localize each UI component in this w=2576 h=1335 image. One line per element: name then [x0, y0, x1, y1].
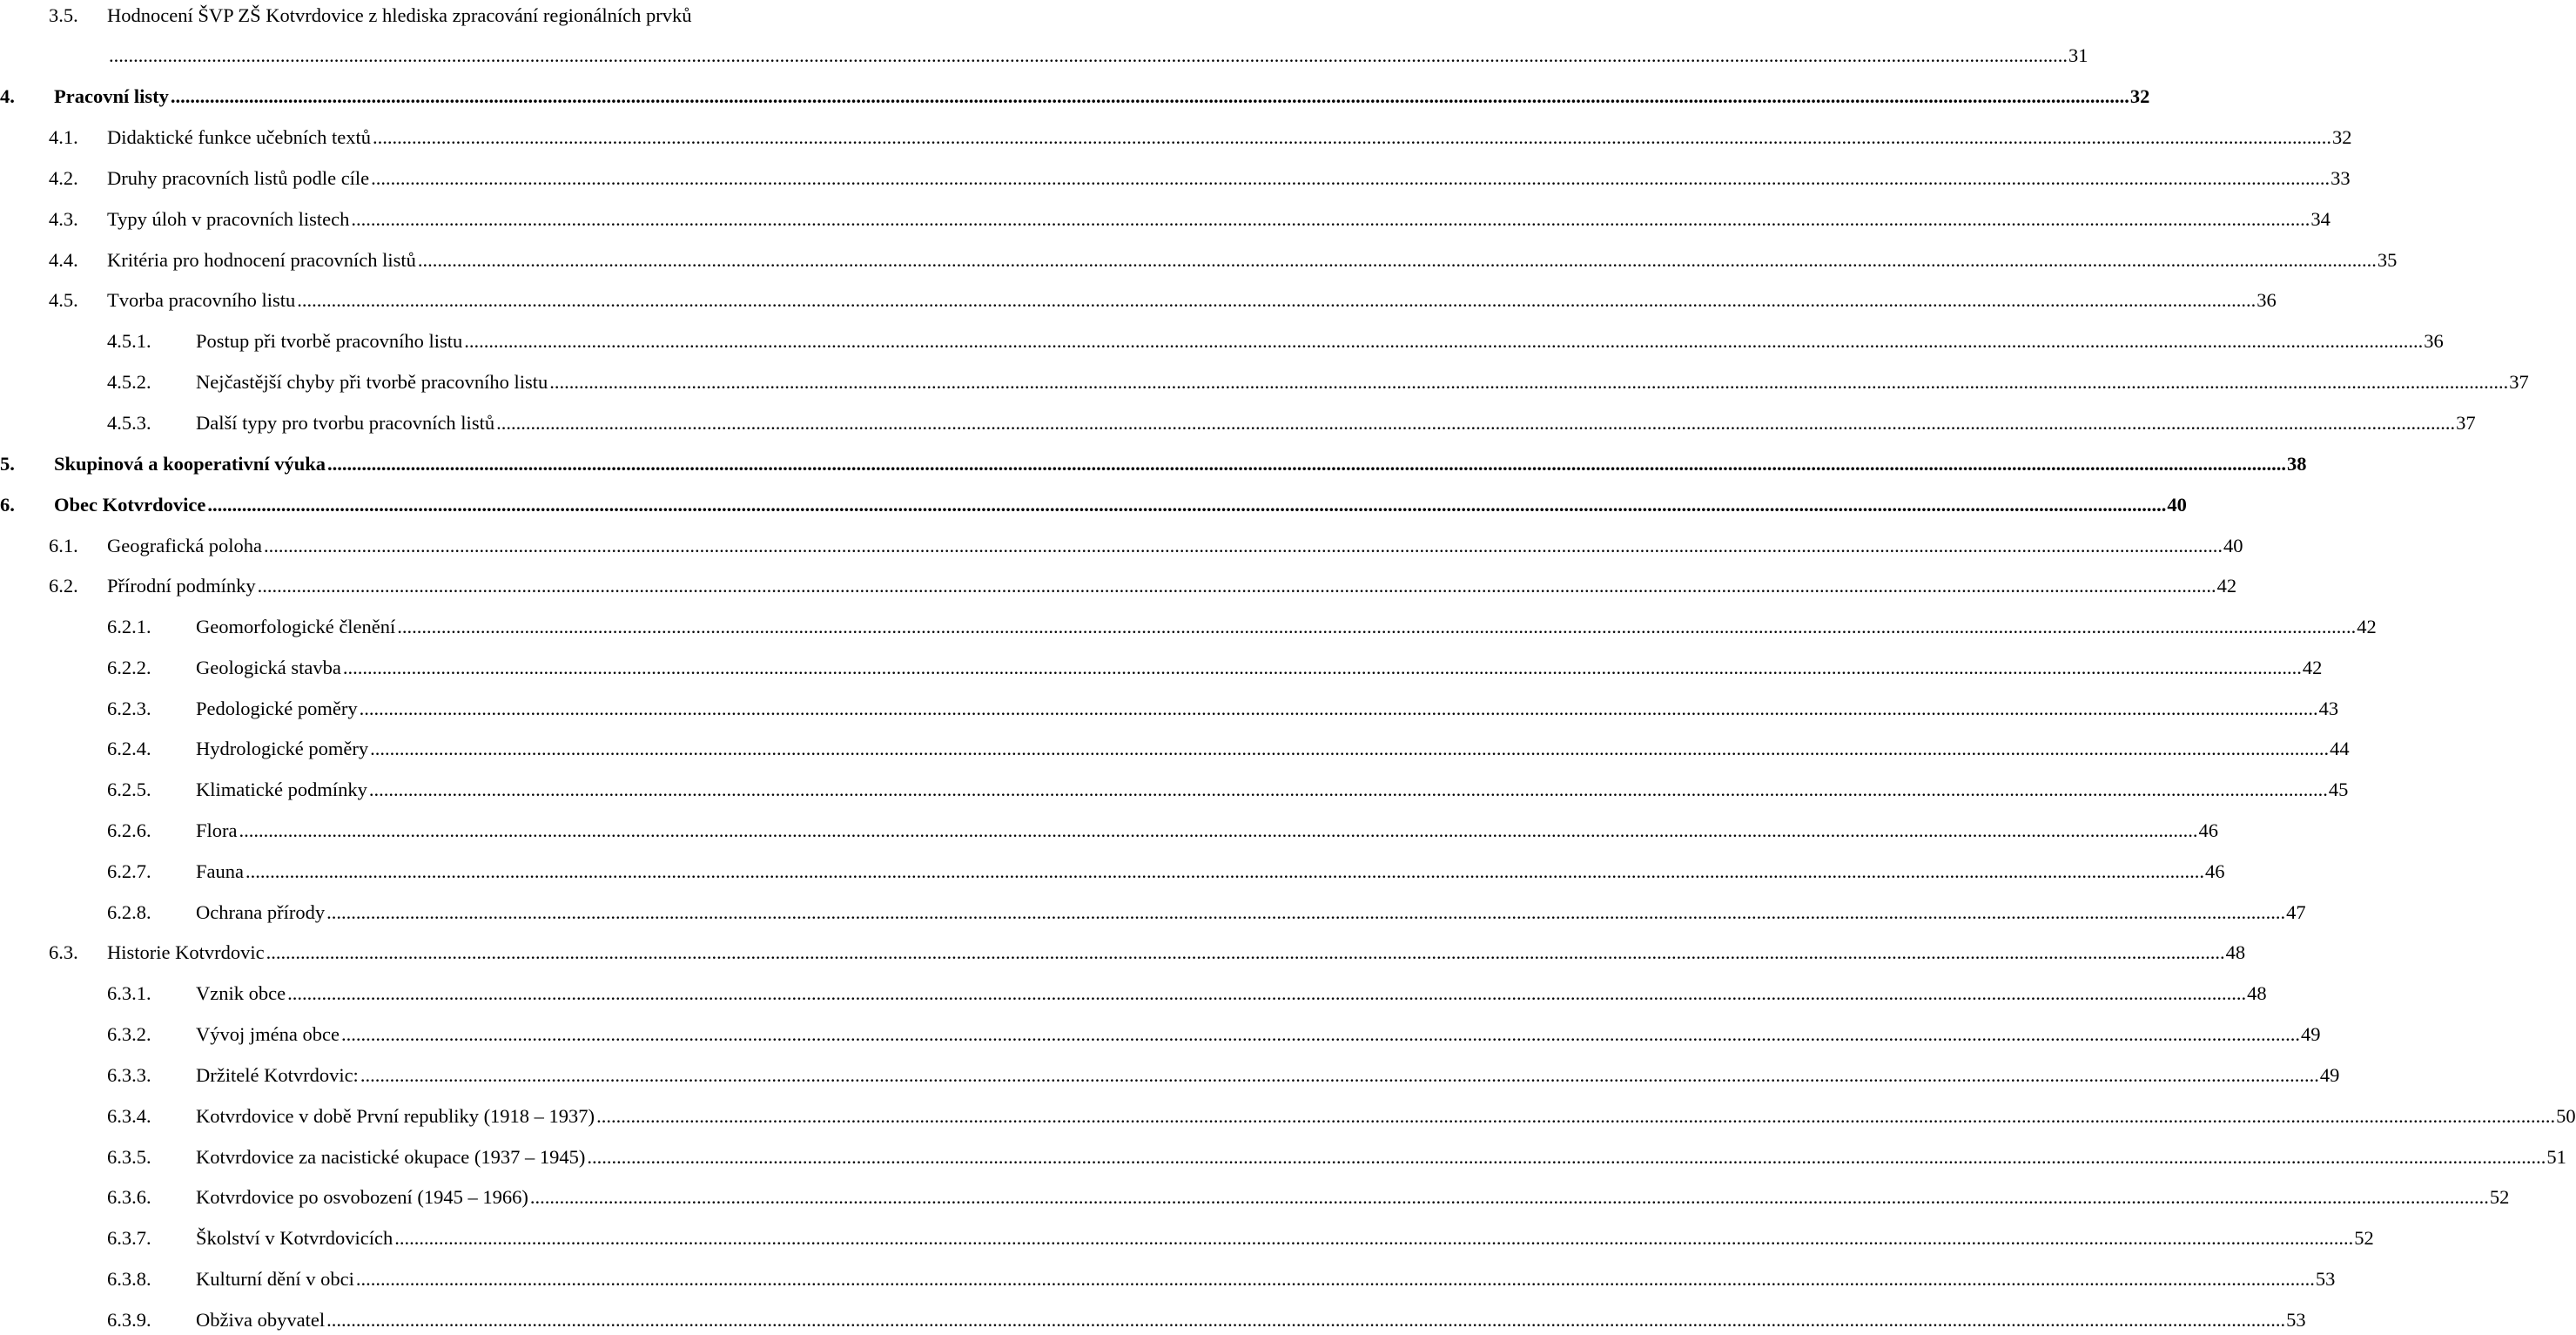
toc-entry-page-number: 53 [2285, 1305, 2306, 1335]
toc-entry-title: Hodnocení ŠVP ZŠ Kotvrdovice z hlediska zpracování regionálních prvků [107, 1, 694, 30]
dot-leader: ................................................................................................................................................................................................................................................................................................................................................................................................................ [326, 453, 2286, 475]
toc-entry-title: Ochrana přírody [196, 898, 326, 927]
dot-leader: ................................................................................................................................................................................................................................................................................................................................................................................................................ [264, 535, 2223, 556]
toc-entry-page-number: 37 [2455, 408, 2476, 438]
toc-entry-number: 6.2.7. [107, 860, 151, 882]
toc-entry-leader [196, 734, 2350, 764]
toc-entry-page-number: 48 [2246, 979, 2267, 1008]
toc-entry-page-number: 46 [2204, 857, 2225, 887]
dot-leader: ................................................................................................................................................................................................................................................................................................................................................................................................................ [549, 371, 2509, 393]
toc-entry-number: 6.3.7. [107, 1227, 151, 1249]
toc-entry-leader [196, 1224, 2374, 1253]
dot-leader: ................................................................................................................................................................................................................................................................................................................................................................................................................ [368, 779, 2328, 800]
toc-entry-title: Kritéria pro hodnocení pracovních listů [107, 246, 418, 275]
toc-entry-number: 4.3. [49, 208, 78, 230]
toc-entry-leader [107, 41, 2088, 71]
toc-entry-leader [196, 694, 2339, 724]
toc-entry[interactable] [0, 694, 2339, 724]
toc-entry[interactable] [0, 1305, 2306, 1335]
toc-entry-leader [196, 1305, 2306, 1335]
toc-entry-number: 6.2.3. [107, 698, 151, 719]
toc-entry[interactable] [0, 408, 2476, 438]
toc-entry[interactable] [0, 571, 2237, 601]
toc-entry-page-number: 35 [2377, 246, 2398, 275]
toc-entry-title: Pedologické poměry [196, 694, 360, 724]
toc-entry-title: Geologická stavba [196, 653, 343, 683]
dot-leader: ................................................................................................................................................................................................................................................................................................................................................................................................................ [397, 616, 2357, 637]
toc-entry-number: 4.5. [49, 289, 78, 311]
toc-entry-title: Kulturní dění v obci [196, 1264, 356, 1294]
dot-leader: ................................................................................................................................................................................................................................................................................................................................................................................................................ [297, 289, 2257, 311]
toc-entry-title: Přírodní podmínky [107, 571, 258, 601]
toc-entry-page-number: 47 [2285, 898, 2306, 927]
toc-entry-title: Školství v Kotvrdovicích [196, 1224, 394, 1253]
dot-leader: ................................................................................................................................................................................................................................................................................................................................................................................................................ [326, 1309, 2286, 1331]
toc-entry-title: Tvorba pracovního listu [107, 286, 297, 315]
toc-entry-number: 6. [0, 494, 15, 516]
toc-entry[interactable] [0, 123, 2352, 152]
dot-leader: ................................................................................................................................................................................................................................................................................................................................................................................................................ [464, 330, 2424, 352]
toc-entry-number: 4.2. [49, 167, 78, 189]
toc-entry-page-number: 45 [2328, 775, 2349, 805]
toc-entry-number: 6.3.8. [107, 1268, 151, 1290]
toc-entry-leader [196, 1020, 2321, 1049]
toc-entry-title: Vznik obce [196, 979, 287, 1008]
toc-entry-page-number: 50 [2555, 1102, 2576, 1131]
toc-entry-leader [54, 490, 2187, 520]
toc-entry-page-number: 51 [2546, 1143, 2566, 1172]
dot-leader: ................................................................................................................................................................................................................................................................................................................................................................................................................ [529, 1186, 2489, 1208]
dot-leader: ................................................................................................................................................................................................................................................................................................................................................................................................................ [496, 412, 2456, 434]
toc-entry-leader [196, 1183, 2510, 1212]
toc-entry-leader [107, 123, 2352, 152]
toc-entry-title: Hydrologické poměry [196, 734, 370, 764]
toc-entry-number: 6.2. [49, 575, 78, 597]
dot-leader: ................................................................................................................................................................................................................................................................................................................................................................................................................ [355, 1268, 2315, 1290]
toc-entry-leader [107, 571, 2237, 601]
toc-entry[interactable] [0, 898, 2306, 927]
toc-entry-page-number: 49 [2300, 1020, 2321, 1049]
toc-entry-page-number: 40 [2166, 490, 2187, 520]
toc-entry-page-number: 36 [2423, 327, 2444, 356]
toc-entry-leader [196, 327, 2444, 356]
toc-entry-title: Obživa obyvatel [196, 1305, 326, 1335]
toc-entry-number: 4. [0, 85, 15, 107]
toc-entry-leader [107, 246, 2398, 275]
toc-entry-leader [107, 164, 2351, 193]
toc-entry[interactable] [0, 82, 2150, 111]
toc-entry-leader [196, 653, 2323, 683]
toc-entry-number: 6.2.1. [107, 616, 151, 637]
toc-entry-number: 3.5. [49, 4, 78, 26]
toc-entry-number: 6.3.6. [107, 1186, 151, 1208]
toc-entry-page-number: 33 [2330, 164, 2351, 193]
toc-entry[interactable] [0, 205, 2331, 234]
dot-leader: ................................................................................................................................................................................................................................................................................................................................................................................................................ [245, 860, 2204, 882]
toc-entry-leader [196, 1143, 2566, 1172]
toc-entry-page-number: 52 [2353, 1224, 2374, 1253]
toc-entry-page-number: 34 [2310, 205, 2331, 234]
toc-entry-title: Historie Kotvrdovic [107, 938, 266, 968]
toc-entry-leader [196, 1264, 2336, 1294]
dot-leader: ................................................................................................................................................................................................................................................................................................................................................................................................................ [326, 901, 2286, 923]
toc-entry-page-number: 40 [2223, 531, 2243, 561]
toc-entry-number: 4.5.1. [107, 330, 151, 352]
toc-entry-page-number: 49 [2319, 1061, 2340, 1090]
toc-entry[interactable] [0, 775, 2349, 805]
toc-entry[interactable] [0, 734, 2350, 764]
toc-entry[interactable] [0, 531, 2243, 561]
toc-entry-title: Postup při tvorbě pracovního listu [196, 327, 464, 356]
toc-entry[interactable] [0, 938, 2246, 968]
toc-entry[interactable] [0, 653, 2323, 683]
dot-leader: ................................................................................................................................................................................................................................................................................................................................................................................................................ [257, 575, 2216, 597]
toc-entry-page-number: 43 [2318, 694, 2339, 724]
toc-entry-title: Skupinová a kooperativní výuka [54, 449, 327, 479]
toc-entry-number: 4.5.2. [107, 371, 151, 393]
toc-entry-title: Klimatické podmínky [196, 775, 369, 805]
toc-entry[interactable] [0, 490, 2187, 520]
toc-entry-leader [107, 286, 2277, 315]
toc-entry-title: Kotvrdovice po osvobození (1945 – 1966) [196, 1183, 530, 1212]
toc-entry-number: 6.3. [49, 941, 78, 963]
dot-leader: ................................................................................................................................................................................................................................................................................................................................................................................................................ [417, 249, 2377, 271]
toc-entry-number: 6.2.8. [107, 901, 151, 923]
toc-entry-number: 4.4. [49, 249, 78, 271]
toc-entry[interactable] [0, 612, 2377, 642]
toc-entry-title: Pracovní listy [54, 82, 171, 111]
dot-leader: ................................................................................................................................................................................................................................................................................................................................................................................................................ [170, 85, 2129, 107]
toc-entry-number: 6.3.5. [107, 1146, 151, 1168]
toc-entry[interactable] [0, 286, 2277, 315]
toc-entry-leader [107, 938, 2246, 968]
toc-entry-leader [196, 367, 2529, 397]
toc-entry-page-number: 31 [2068, 41, 2088, 71]
dot-leader: ................................................................................................................................................................................................................................................................................................................................................................................................................ [359, 698, 2318, 719]
toc-entry-title: Další typy pro tvorbu pracovních listů [196, 408, 496, 438]
toc-entry-page-number: 42 [2302, 653, 2323, 683]
toc-entry-number: 6.2.6. [107, 819, 151, 841]
toc-entry[interactable] [0, 1020, 2321, 1049]
toc-entry[interactable] [0, 1143, 2566, 1172]
toc-entry-number: 6.1. [49, 535, 78, 556]
toc-entry[interactable] [0, 816, 2218, 846]
toc-entry-title: Flora [196, 816, 239, 846]
dot-leader: ................................................................................................................................................................................................................................................................................................................................................................................................................ [342, 657, 2302, 678]
toc-entry-page-number: 52 [2489, 1183, 2510, 1212]
toc-entry[interactable] [0, 857, 2225, 887]
toc-entry-page-number: 42 [2216, 571, 2237, 601]
toc-entry-leader [54, 82, 2150, 111]
toc-entry-leader [196, 1061, 2340, 1090]
toc-entry[interactable] [0, 979, 2267, 1008]
toc-entry-page-number: 42 [2356, 612, 2377, 642]
toc-entry-leader [107, 205, 2331, 234]
toc-entry-leader [196, 816, 2218, 846]
toc-entry-leader [54, 449, 2307, 479]
toc-entry[interactable] [0, 1183, 2510, 1212]
toc-entry-title: Geografická poloha [107, 531, 264, 561]
toc-entry-number: 5. [0, 453, 15, 475]
dot-leader: ................................................................................................................................................................................................................................................................................................................................................................................................................ [266, 941, 2225, 963]
toc-entry[interactable] [0, 1102, 2576, 1131]
toc-entry-leader [107, 1, 837, 30]
toc-entry[interactable] [0, 367, 2529, 397]
toc-entry-number: 6.3.2. [107, 1023, 151, 1045]
toc-entry[interactable] [0, 449, 2307, 479]
toc-entry-number: 6.3.1. [107, 982, 151, 1004]
toc-entry[interactable] [0, 41, 2088, 71]
toc-entry-page-number: 53 [2315, 1264, 2336, 1294]
toc-entry-number: 6.3.9. [107, 1309, 151, 1331]
toc-entry-number: 4.5.3. [107, 412, 151, 434]
toc-entry[interactable] [0, 1264, 2336, 1294]
toc-entry-title: Druhy pracovních listů podle cíle [107, 164, 371, 193]
toc-entry[interactable] [0, 1, 837, 30]
toc-entry-page-number: 36 [2256, 286, 2277, 315]
toc-entry-title: Didaktické funkce učebních textů [107, 123, 373, 152]
toc-entry-title: Kotvrdovice v době První republiky (1918 – 1937) [196, 1102, 596, 1131]
dot-leader: ................................................................................................................................................................................................................................................................................................................................................................................................................ [373, 126, 2332, 148]
toc-entry[interactable] [0, 1224, 2374, 1253]
toc-entry-leader [196, 775, 2349, 805]
toc-entry-leader [196, 408, 2476, 438]
toc-entry[interactable] [0, 164, 2351, 193]
toc-entry-title: Kotvrdovice za nacistické okupace (1937 – 1945) [196, 1143, 587, 1172]
toc-entry-page-number: 32 [2331, 123, 2352, 152]
toc-entry-title: Geomorfologické členění [196, 612, 397, 642]
toc-entry-page-number: 38 [2286, 449, 2307, 479]
dot-leader: ................................................................................................................................................................................................................................................................................................................................................................................................................ [371, 167, 2331, 189]
toc-entry[interactable] [0, 1061, 2340, 1090]
dot-leader: ................................................................................................................................................................................................................................................................................................................................................................................................................ [394, 1227, 2354, 1249]
toc-entry-leader [196, 1102, 2576, 1131]
toc-entry-leader [196, 898, 2306, 927]
toc-entry-page-number: 46 [2198, 816, 2219, 846]
dot-leader: ................................................................................................................................................................................................................................................................................................................................................................................................................ [207, 494, 2167, 516]
dot-leader: ................................................................................................................................................................................................................................................................................................................................................................................................................ [239, 819, 2198, 841]
dot-leader: ................................................................................................................................................................................................................................................................................................................................................................................................................ [287, 982, 2247, 1004]
dot-leader: ................................................................................................................................................................................................................................................................................................................................................................................................................ [596, 1105, 2556, 1127]
toc-entry-title: Držitelé Kotvrdovic: [196, 1061, 360, 1090]
toc-entry-number: 6.3.3. [107, 1064, 151, 1086]
dot-leader: ................................................................................................................................................................................................................................................................................................................................................................................................................ [360, 1064, 2319, 1086]
toc-entry-title: Typy úloh v pracovních listech [107, 205, 351, 234]
toc-entry-title: Vývoj jména obce [196, 1020, 341, 1049]
toc-entry-page-number: 32 [2129, 82, 2150, 111]
dot-leader: ................................................................................................................................................................................................................................................................................................................................................................................................................ [587, 1146, 2546, 1168]
toc-entry-page-number: 44 [2329, 734, 2350, 764]
toc-entry-number: 4.1. [49, 126, 78, 148]
toc-entry-number: 6.2.5. [107, 779, 151, 800]
toc-entry-leader [196, 857, 2225, 887]
toc-entry[interactable] [0, 327, 2444, 356]
toc-entry-number: 6.3.4. [107, 1105, 151, 1127]
toc-entry-title: Nejčastější chyby při tvorbě pracovního listu [196, 367, 549, 397]
toc-entry[interactable] [0, 246, 2398, 275]
dot-leader: ................................................................................................................................................................................................................................................................................................................................................................................................................ [351, 208, 2310, 230]
toc-entry-number: 6.2.2. [107, 657, 151, 678]
toc-entry-leader [107, 531, 2243, 561]
toc-entry-leader [196, 612, 2377, 642]
toc-entry-title: Obec Kotvrdovice [54, 490, 207, 520]
toc-entry-number: 6.2.4. [107, 738, 151, 759]
toc-entry-page-number: 37 [2508, 367, 2529, 397]
toc-entry-leader [196, 979, 2267, 1008]
dot-leader: ................................................................................................................................................................................................................................................................................................................................................................................................................ [109, 44, 2068, 66]
toc-entry-title: Fauna [196, 857, 245, 887]
toc-entry-page-number: 48 [2225, 938, 2246, 968]
dot-leader: ................................................................................................................................................................................................................................................................................................................................................................................................................ [340, 1023, 2300, 1045]
dot-leader: ................................................................................................................................................................................................................................................................................................................................................................................................................ [370, 738, 2330, 759]
